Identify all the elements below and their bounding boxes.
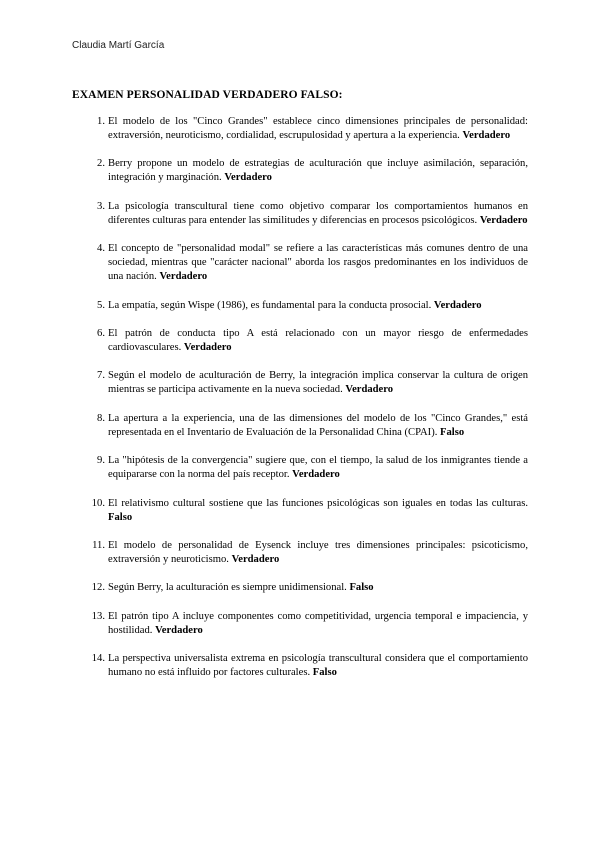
question-answer: Verdadero bbox=[231, 553, 280, 565]
question-text: La "hipótesis de la convergencia" sugiere que, con el tiempo, la salud de los inmigrantes tiende a equipararse con la norma del país receptor. bbox=[108, 455, 528, 481]
question-answer: Verdadero bbox=[433, 299, 482, 311]
question-text: El modelo de los "Cinco Grandes" establece cinco dimensiones principales de personalidad: extraversión, neuroticismo, cordialidad, escrupulosidad y apertura a la experiencia. bbox=[108, 116, 528, 141]
question-text: Berry propone un modelo de estrategias de aculturación que incluye asimilación, separación, integración y marginación. bbox=[108, 158, 528, 184]
question-text: La perspectiva universalista extrema en psicología transcultural considera que el comportamiento humano no está influido por factores culturales. bbox=[108, 653, 528, 679]
question-item bbox=[72, 369, 528, 397]
question-answer: Falso bbox=[108, 511, 133, 523]
question-item bbox=[72, 652, 528, 680]
question-answer: Verdadero bbox=[224, 172, 272, 184]
document-author: Claudia Martí García bbox=[72, 40, 165, 51]
question-item bbox=[72, 539, 528, 567]
question-answer: Verdadero bbox=[292, 469, 340, 481]
question-answer: Verdadero bbox=[345, 384, 394, 396]
exam-title: EXAMEN PERSONALIDAD VERDADERO FALSO: bbox=[72, 89, 343, 101]
question-answer: Verdadero bbox=[462, 130, 511, 141]
question-item bbox=[72, 242, 528, 284]
question-item bbox=[72, 115, 528, 143]
question-item bbox=[72, 157, 528, 185]
question-number: 13. bbox=[91, 610, 105, 622]
question-item bbox=[72, 299, 528, 313]
question-text: La apertura a la experiencia, una de las dimensiones del modelo de los "Cinco Grandes," está representada en el Inventario de Evaluación de la Personalidad China (CPAI). bbox=[108, 412, 528, 438]
question-text: La empatía, según Wispe (1986), es fundamental para la conducta prosocial. bbox=[108, 299, 432, 311]
question-text: Según Berry, la aculturación es siempre unidimensional. bbox=[108, 582, 347, 594]
question-number: 10. bbox=[91, 497, 105, 509]
question-item bbox=[72, 200, 528, 228]
question-text: La psicología transcultural tiene como objetivo comparar los comportamientos humanos en diferentes culturas para entender las similitudes y diferencias en procesos psicológicos. bbox=[108, 200, 528, 226]
question-item bbox=[72, 412, 528, 440]
question-text: El relativismo cultural sostiene que las funciones psicológicas son iguales en todas las culturas. bbox=[108, 497, 528, 509]
question-answer: Falso bbox=[349, 582, 374, 594]
question-number: 3. bbox=[97, 200, 105, 212]
question-text: Según el modelo de aculturación de Berry, la integración implica conservar la cultura de origen mientras se participa activamente en la nueva sociedad. bbox=[108, 370, 528, 396]
question-text: El modelo de personalidad de Eysenck incluye tres dimensiones principales: psicoticismo, extraversión y neuroticismo. bbox=[108, 539, 528, 565]
question-number: 14. bbox=[91, 653, 105, 665]
question-text: El concepto de "personalidad modal" se refiere a las características más comunes dentro de una sociedad, mientras que "carácter nacional" aborda los rasgos predominantes en los individuos de una nación. bbox=[108, 243, 528, 283]
question-number: 12. bbox=[91, 582, 105, 594]
question-number: 11. bbox=[92, 539, 105, 551]
question-answer: Verdadero bbox=[159, 271, 208, 283]
question-number: 9. bbox=[97, 455, 105, 467]
question-number: 4. bbox=[97, 243, 105, 255]
question-number: 5. bbox=[97, 299, 105, 311]
question-answer: Verdadero bbox=[183, 341, 232, 353]
question-text: El patrón tipo A incluye componentes como competitividad, urgencia temporal e impaciencia, y hostilidad. bbox=[108, 610, 528, 636]
question-number: 8. bbox=[97, 412, 105, 424]
question-item bbox=[72, 327, 528, 355]
question-list bbox=[72, 115, 528, 694]
question-item bbox=[72, 454, 528, 482]
question-number: 2. bbox=[97, 158, 105, 170]
question-answer: Verdadero bbox=[155, 624, 203, 636]
question-item bbox=[72, 610, 528, 638]
question-answer: Falso bbox=[312, 667, 337, 679]
question-answer: Falso bbox=[440, 426, 465, 438]
question-item bbox=[72, 581, 528, 595]
question-text: El patrón de conducta tipo A está relacionado con un mayor riesgo de enfermedades cardiovasculares. bbox=[108, 327, 528, 353]
question-number: 1. bbox=[97, 116, 105, 127]
question-number: 6. bbox=[97, 327, 105, 339]
question-item bbox=[72, 497, 528, 525]
question-answer: Verdadero bbox=[479, 214, 528, 226]
question-number: 7. bbox=[97, 370, 105, 382]
